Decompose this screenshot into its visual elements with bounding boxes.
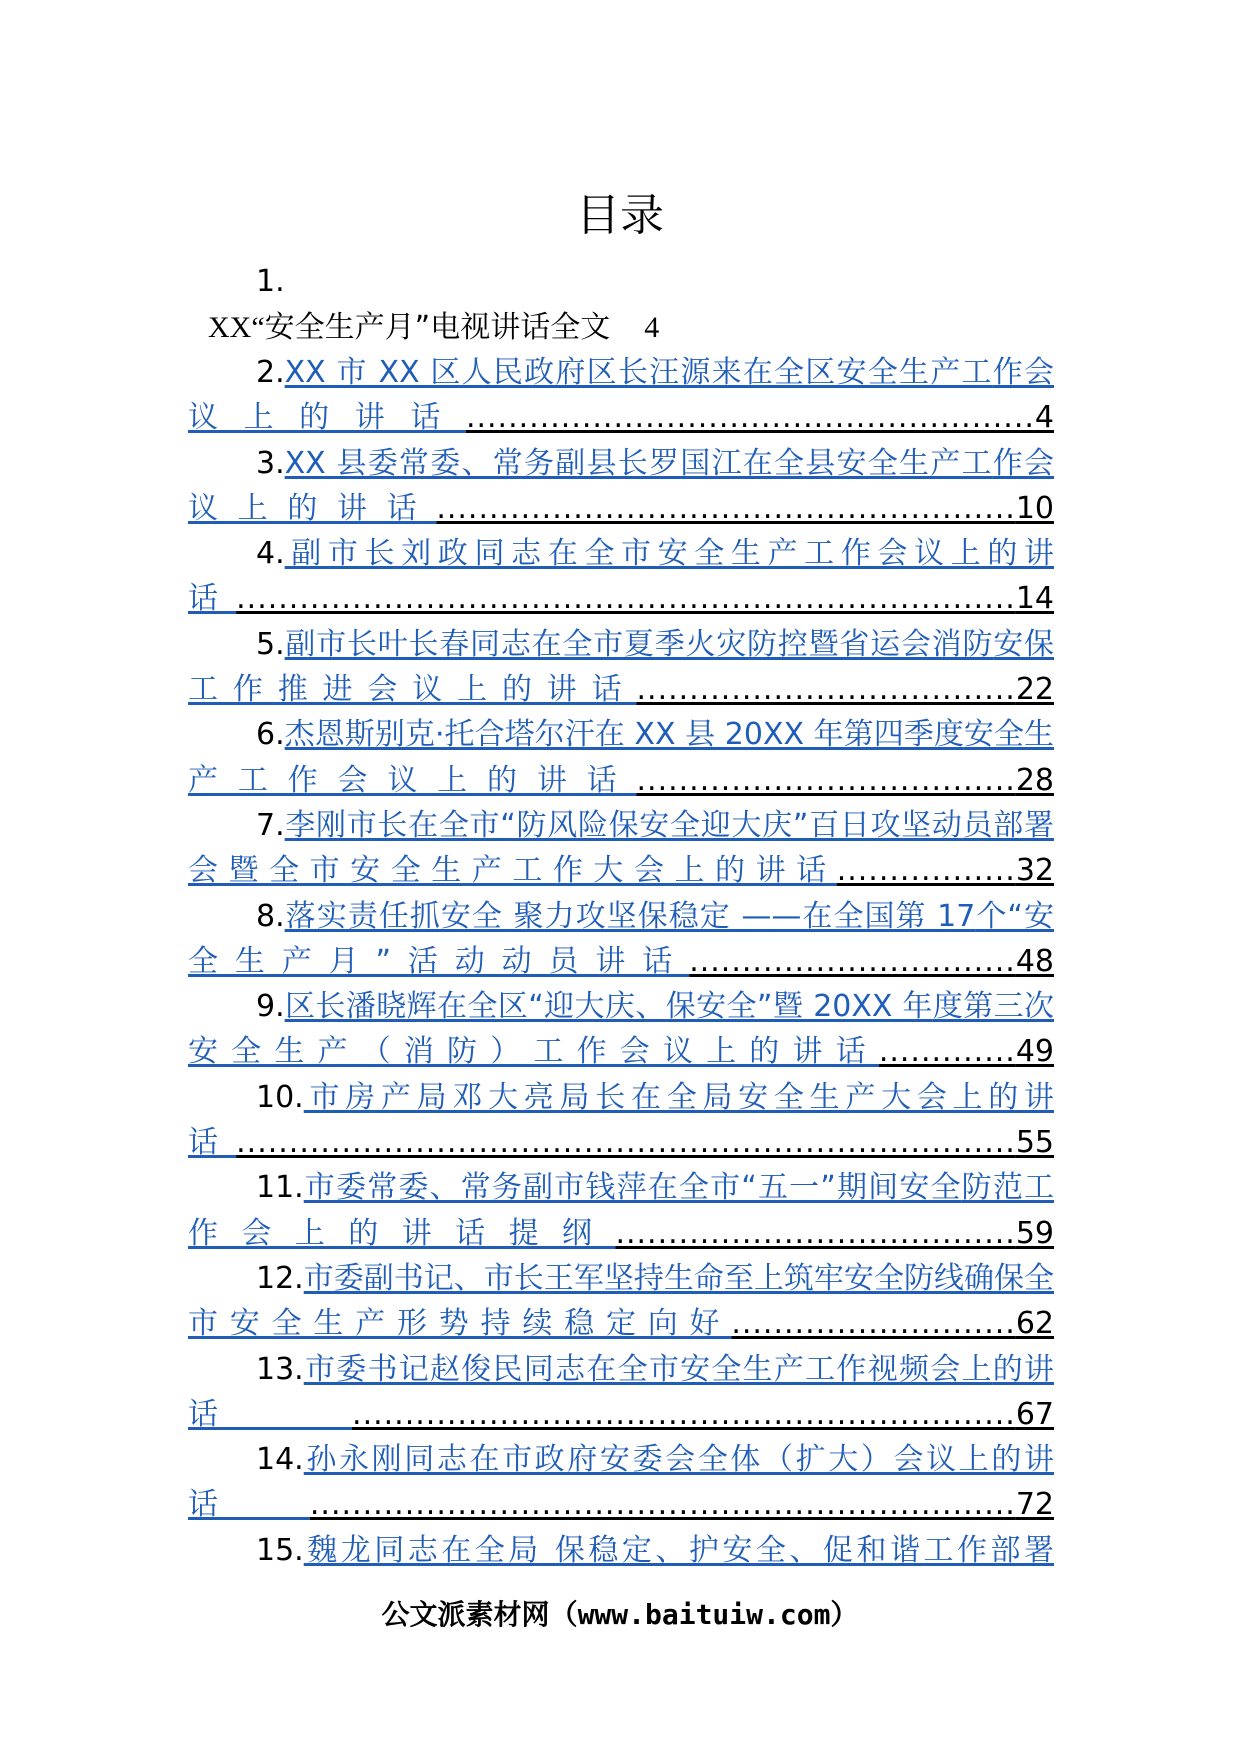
toc-entry-title[interactable]: XX 县委常委、常务副县长罗国江在全县安全生产工 xyxy=(284,445,993,481)
toc-entry-page: 59 xyxy=(1015,1215,1054,1251)
toc-entry-page: 14 xyxy=(1015,581,1054,617)
toc-entry-number: 3. xyxy=(256,445,285,481)
toc-entry[interactable] xyxy=(188,712,1054,803)
toc-entry[interactable] xyxy=(188,350,1054,441)
toc-entry-number: 15. xyxy=(256,1532,304,1568)
toc-entry-title[interactable]: 落实责任抓安全 聚力攻坚保稳定 ——在全国第 17 xyxy=(284,898,976,934)
table-of-contents xyxy=(188,258,1054,1573)
toc-entry-title-continued[interactable]: 的讲话 xyxy=(188,1351,1055,1432)
toc-title: 目录 xyxy=(576,190,664,241)
toc-entry-number: 4. xyxy=(256,536,285,572)
toc-entry-title[interactable]: 市房产局邓大亮局长在全局安全生产大会上的讲话 xyxy=(188,1079,1054,1161)
toc-entry-title-continued[interactable]: 作会议上的讲话 xyxy=(188,445,1054,526)
toc-entry-leader: ...................................... xyxy=(615,1215,1016,1251)
toc-entry-leader: .................................... xyxy=(636,672,1016,708)
toc-entry-leader: ............................................................... xyxy=(352,1396,1016,1432)
toc-entry-page: 28 xyxy=(1015,762,1054,798)
toc-entry-title[interactable]: 区长潘晓辉在全区“迎大庆、保安全”暨 20XX 年 xyxy=(284,989,933,1025)
toc-entry-number: 6. xyxy=(256,717,285,753)
toc-entry-page: 67 xyxy=(1015,1396,1054,1432)
footer-site-url: （www.baituiw.com） xyxy=(549,1598,859,1631)
toc-entry-leader: ............................... xyxy=(689,943,1016,979)
toc-entry-number: 13. xyxy=(256,1351,304,1387)
toc-entry-number: 8. xyxy=(256,898,285,934)
toc-entry-title[interactable]: XX 市 XX 区人民政府区长汪源来在全区安全生产工 xyxy=(284,355,993,390)
toc-entry[interactable] xyxy=(188,622,1054,713)
toc-entry-title-continued[interactable]: 度第三次安全生产（消防）工作会议上的讲话 xyxy=(188,989,1055,1070)
toc-entry-number: 2. xyxy=(256,355,285,390)
toc-entry-page: 32 xyxy=(1015,853,1054,889)
toc-entry-number: 14. xyxy=(256,1442,304,1478)
toc-entry-1[interactable] xyxy=(188,306,1054,350)
toc-entry[interactable] xyxy=(188,894,1054,985)
toc-entry-number: 9. xyxy=(256,989,285,1025)
toc-entry-title[interactable]: 市委副书记、市长王军坚持生命至上筑牢安全防线 xyxy=(303,1260,964,1296)
toc-entry[interactable] xyxy=(188,441,1054,532)
toc-entry[interactable] xyxy=(188,1075,1054,1166)
toc-entry-leader: ................................................................... xyxy=(309,1487,1016,1523)
footer-site-name: 公文派素材网 xyxy=(381,1598,550,1631)
toc-entry-page: 4 xyxy=(1034,400,1054,436)
toc-entry[interactable] xyxy=(188,803,1054,894)
toc-entry-title[interactable]: 副市长叶长春同志在全市夏季火灾防控暨省运会消防 xyxy=(284,626,994,662)
toc-entry-number: 5. xyxy=(256,626,285,662)
toc-entry-title-continued[interactable]: 防范工作会上的讲话提纲 xyxy=(188,1170,1054,1251)
toc-entry-number: 11. xyxy=(256,1170,304,1206)
toc-entry-title[interactable]: 副市长刘政同志在全市安全生产工作会议上的讲话 xyxy=(188,536,1054,617)
toc-entry-leader: .......................................................................... xyxy=(236,581,1016,617)
toc-entry-page: 22 xyxy=(1015,672,1054,708)
toc-entry-page: 49 xyxy=(1015,1034,1054,1070)
toc-entry-page: 72 xyxy=(1015,1487,1054,1523)
toc-entry[interactable] xyxy=(188,531,1054,622)
toc-entry-page: 48 xyxy=(1015,943,1054,979)
toc-entry-list xyxy=(188,350,1054,1573)
toc-entry-title[interactable]: 魏龙同志在全局 保稳定、护安全、促和谐工作部署 xyxy=(303,1532,1054,1568)
toc-entry-title[interactable]: 李刚市长在全市“防风险保安全迎大庆”百日攻坚动 xyxy=(284,807,963,843)
toc-entry[interactable] xyxy=(188,984,1054,1075)
toc-entry-title-continued[interactable]: 安保工作推进会议上的讲话 xyxy=(188,626,1055,708)
toc-entry-title-continued[interactable]: 员部署会暨全市安全生产工作大会上的讲话 xyxy=(188,807,1054,889)
toc-entry-title[interactable]: 杰恩斯别克·托合塔尔汗在 XX 县 20XX 年第四季度 xyxy=(284,717,964,753)
toc-entry-title-continued[interactable]: 作会议上的讲话 xyxy=(188,355,1054,436)
toc-entry-leader: ....................................................... xyxy=(436,490,1016,526)
toc-entry-page: 62 xyxy=(1015,1306,1054,1342)
toc-entry[interactable] xyxy=(188,1437,1054,1528)
toc-entry-leader: ............. xyxy=(878,1034,1016,1070)
toc-entry-leader: ...................................................... xyxy=(465,400,1035,436)
toc-entry-page: 10 xyxy=(1015,490,1054,526)
toc-entry-leader: ................. xyxy=(836,853,1016,889)
toc-entry-page: 55 xyxy=(1015,1125,1054,1161)
toc-entry-title[interactable]: 孙永刚同志在市政府安委会全体（扩大）会议上的 xyxy=(303,1442,1024,1478)
footer-watermark xyxy=(0,1595,1240,1636)
toc-entry-number: 7. xyxy=(256,807,285,843)
toc-entry-leader: ........................... xyxy=(731,1306,1016,1342)
toc-entry-1-number: 1. xyxy=(256,264,285,299)
toc-entry-title[interactable]: 市委常委、常务副市钱萍在全市“五一”期间安全 xyxy=(303,1170,962,1206)
toc-entry-leader: .................................... xyxy=(636,762,1016,798)
toc-entry[interactable] xyxy=(188,1256,1054,1347)
toc-entry-1-page: 4 xyxy=(644,311,660,344)
toc-entry[interactable] xyxy=(188,1165,1054,1256)
toc-entry-number: 10. xyxy=(256,1079,304,1115)
toc-entry-1-prefix: XX“ xyxy=(208,311,265,344)
toc-entry-1-text: 安全生产月”电视讲话全文 xyxy=(264,310,611,345)
toc-entry-title-continued[interactable]: 确保全市安全生产形势持续稳定向好 xyxy=(188,1260,1055,1342)
toc-entry-title-continued[interactable]: 个“安全生产月”活动动员讲话 xyxy=(188,898,1054,979)
toc-entry-title[interactable]: 市委书记赵俊民同志在全市安全生产工作视频会上 xyxy=(303,1351,993,1387)
toc-entry[interactable] xyxy=(188,1347,1054,1438)
toc-entry-leader: .......................................................................... xyxy=(236,1125,1016,1161)
toc-entry-number: 12. xyxy=(256,1260,304,1296)
toc-entry-title-continued[interactable]: 讲话 xyxy=(188,1442,1054,1523)
toc-entry-title-continued[interactable]: 安全生产工作会议上的讲话 xyxy=(188,717,1055,798)
toc-entry[interactable] xyxy=(188,1528,1054,1573)
